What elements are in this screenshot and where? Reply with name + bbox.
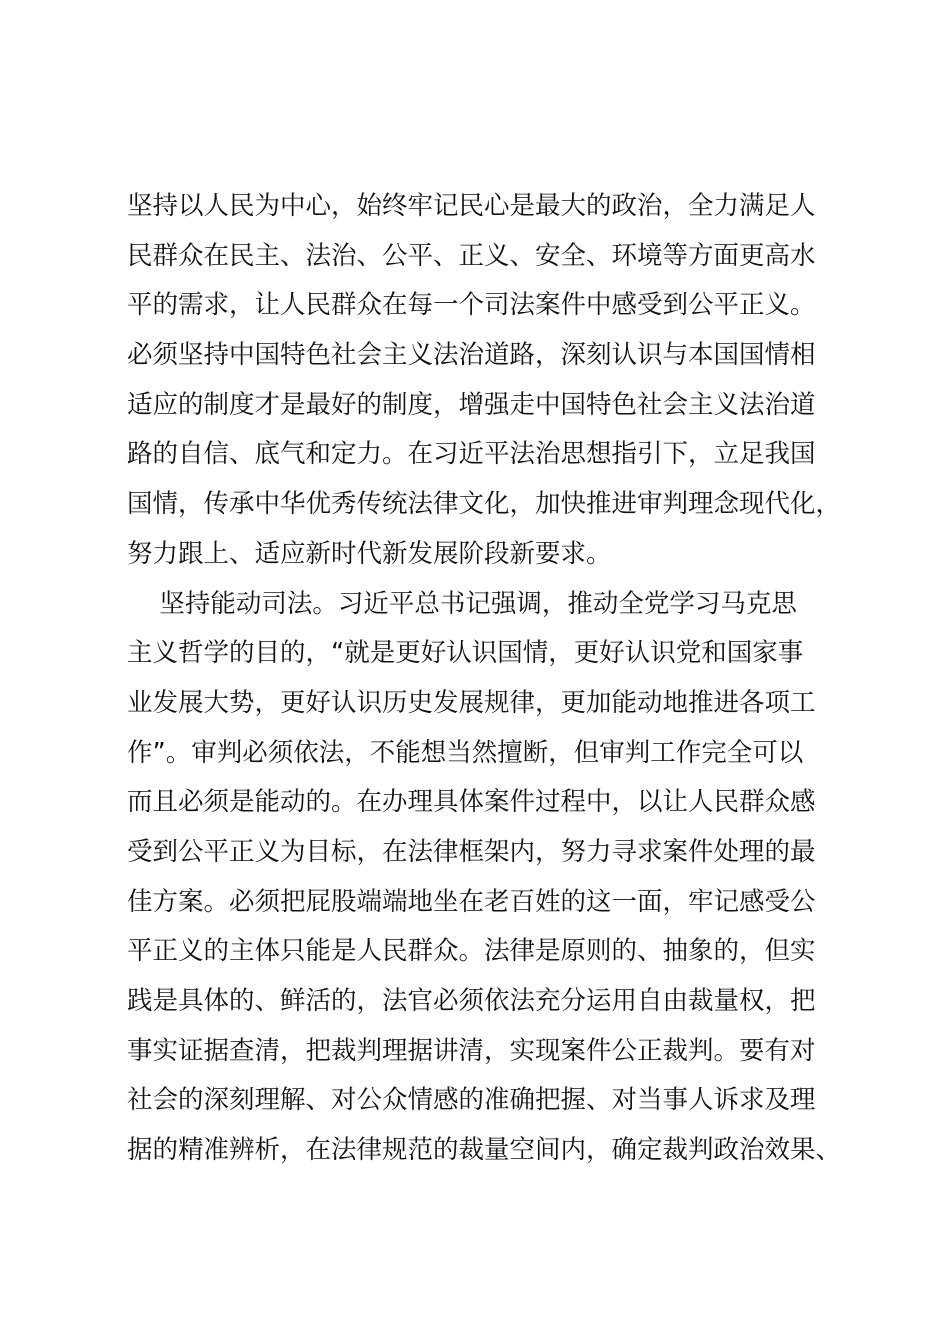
text-line: 必须坚持中国特色社会主义法治道路，深刻认识与本国国情相: [127, 340, 816, 371]
text-line: 业发展大势，更好认识历史发展规律，更加能动地推进各项工: [127, 687, 816, 718]
text-line: 平的需求，让人民群众在每一个司法案件中感受到公平正义。: [127, 290, 816, 321]
text-line: 据的精准辨析，在法律规范的裁量空间内，确定裁判政治效果、: [127, 1135, 842, 1166]
text-line: 主义哲学的目的，“就是更好认识国情，更好认识党和国家事: [127, 638, 804, 669]
text-line: 平正义的主体只能是人民群众。法律是原则的、抽象的，但实: [127, 936, 816, 967]
text-line: 践是具体的、鲜活的，法官必须依法充分运用自由裁量权，把: [127, 986, 816, 1016]
text-line: 而且必须是能动的。在办理具体案件过程中，以让人民群众感: [127, 787, 816, 818]
text-line: 坚持以人民为中心，始终牢记民心是最大的政治，全力满足人: [127, 191, 816, 221]
text-line: 民群众在民主、法治、公平、正义、安全、环境等方面更高水: [127, 240, 816, 271]
text-line: 努力跟上、适应新时代新发展阶段新要求。: [127, 538, 612, 569]
text-line: 适应的制度才是最好的制度，增强走中国特色社会主义法治道: [127, 389, 816, 420]
text-line: 国情，传承中华优秀传统法律文化，加快推进审判理念现代化，: [127, 489, 842, 520]
text-line: 事实证据查清，把裁判理据讲清，实现案件公正裁判。要有对: [127, 1035, 816, 1066]
text-line: 作”。审判必须依法，不能想当然擅断，但审判工作完全可以: [127, 737, 804, 768]
text-line: 社会的深刻理解、对公众情感的准确把握、对当事人诉求及理: [127, 1085, 816, 1116]
text-line: 坚持能动司法。习近平总书记强调，推动全党学习马克思: [127, 588, 797, 619]
text-line: 路的自信、底气和定力。在习近平法治思想指引下，立足我国: [127, 439, 816, 470]
text-line: 佳方案。必须把屁股端端地坐在老百姓的这一面，牢记感受公: [127, 886, 816, 917]
text-line: 受到公平正义为目标，在法律框架内，努力寻求案件处理的最: [127, 836, 816, 867]
body-text: [127, 182, 852, 1176]
